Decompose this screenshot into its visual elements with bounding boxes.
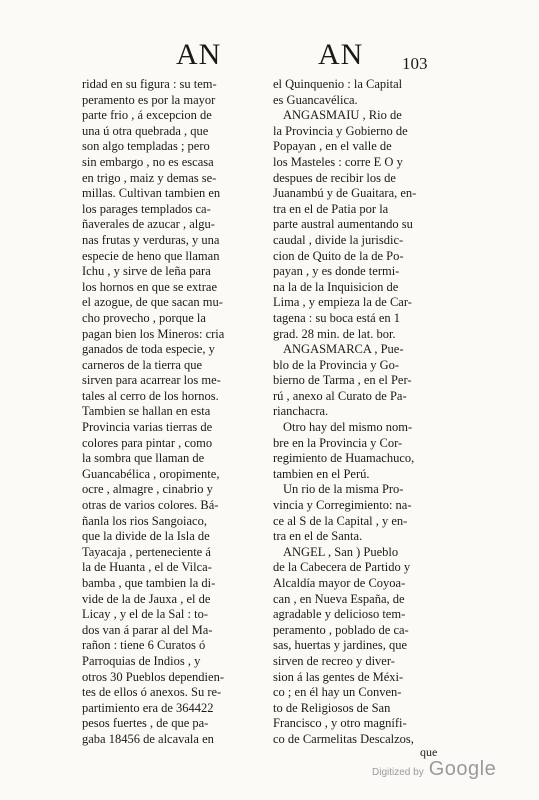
text-line: Ichu , y sirve de leña para bbox=[82, 264, 211, 279]
text-line: Parroquias de Indios , y bbox=[82, 653, 201, 668]
text-line: Tayacaja , perteneciente á bbox=[82, 544, 211, 559]
text-line: tra en el de Santa. bbox=[273, 529, 363, 544]
text-line: payan , y es donde termi- bbox=[273, 264, 400, 279]
text-line: vincia y Corregimiento: na- bbox=[273, 498, 412, 513]
text-line: gaba 18456 de alcavala en bbox=[82, 731, 214, 746]
text-line: la sombra que llaman de bbox=[82, 451, 205, 466]
text-line: agradable y delicioso tem- bbox=[273, 607, 406, 622]
digitized-by-label: Digitized by bbox=[372, 767, 424, 778]
text-line: tales al cerro de los hornos. bbox=[82, 388, 219, 403]
text-line: Alcaldía mayor de Coyoa- bbox=[273, 576, 406, 590]
text-line: ce al S de la Capital , y en- bbox=[273, 513, 408, 528]
text-line: es Guancavélica. bbox=[273, 92, 358, 107]
text-line: ganados de toda especie, y bbox=[82, 342, 215, 357]
text-line: Otro hay del mismo nom- bbox=[283, 420, 413, 435]
text-line: el Quinquenio : la Capital bbox=[273, 77, 403, 91]
text-line: la de Huanta , el de Vilca- bbox=[82, 560, 212, 575]
google-logo-text: Google bbox=[428, 758, 497, 780]
text-line: can , en Nueva España, de bbox=[273, 591, 405, 606]
text-line: despues de recibir los de bbox=[273, 170, 396, 185]
text-line: blo de la Provincia y Go- bbox=[273, 357, 400, 372]
text-line: ocre , almagre , cinabrio y bbox=[82, 482, 213, 497]
text-line: co de Carmelitas Descalzos, bbox=[273, 731, 414, 746]
text-line: pesos fuertes , de que pa- bbox=[82, 716, 209, 731]
text-line: Guancabélica , oropimente, bbox=[82, 466, 220, 481]
text-line: na la de la Inquisicion de bbox=[273, 279, 399, 294]
text-line: Un rio de la misma Pro- bbox=[283, 482, 404, 497]
text-line: Tambien se hallan en esta bbox=[82, 404, 211, 419]
text-line: bierno de Tarma , en el Per- bbox=[273, 373, 412, 388]
text-line: bre en la Provincia y Cor- bbox=[273, 435, 403, 450]
text-line: son algo templadas ; pero bbox=[82, 139, 210, 154]
text-line: sas, huertas y jardines, que bbox=[273, 638, 407, 653]
text-line: carneros de la tierra que bbox=[82, 357, 203, 372]
text-line: sirven de recreo y diver- bbox=[273, 653, 395, 668]
text-line: peramento es por la mayor bbox=[82, 92, 216, 107]
running-head-left: AN bbox=[176, 38, 222, 71]
catchword: que bbox=[420, 745, 438, 759]
text-line: tambien en el Perú. bbox=[273, 466, 370, 481]
running-head-right: AN bbox=[318, 38, 364, 71]
page-number: 103 bbox=[402, 54, 428, 73]
text-line: que la divide de la Isla de bbox=[82, 529, 210, 544]
text-line: pagan bien los Mineros: cria bbox=[82, 326, 225, 341]
text-line: ridad en su figura : su tem- bbox=[82, 77, 217, 91]
text-line: sion á las gentes de Méxi- bbox=[273, 669, 404, 684]
text-line: los hornos en que se extrae bbox=[82, 279, 218, 294]
text-line: Lima , y empieza la de Car- bbox=[273, 295, 412, 310]
text-line: millas. Cultivan tambien en bbox=[82, 186, 221, 201]
text-line: especie de heno que llaman bbox=[82, 248, 220, 263]
text-line: vide de la de Jauxa , el de bbox=[82, 591, 211, 606]
text-line: peramento , poblado de ca- bbox=[273, 622, 409, 637]
text-line: en trigo , maiz y demas se- bbox=[82, 170, 217, 185]
text-line: ANGASMAIU , Rio de bbox=[283, 108, 402, 123]
text-line: de la Cabecera de Partido y bbox=[273, 560, 411, 575]
text-line: grad. 28 min. de lat. bor. bbox=[273, 326, 396, 341]
left-text-column bbox=[82, 77, 266, 748]
text-line: bamba , que tambien la di- bbox=[82, 576, 216, 590]
text-line: ñanla los rios Sangoiaco, bbox=[82, 513, 207, 528]
text-line: Licay , y el de la Sal : to- bbox=[82, 607, 209, 622]
text-line: colores para pintar , como bbox=[82, 435, 213, 450]
text-line: co ; en él hay un Conven- bbox=[273, 685, 402, 700]
right-text-column bbox=[273, 77, 447, 748]
text-line: to de Religiosos de San bbox=[273, 700, 391, 715]
text-line: tra en el de Patia por la bbox=[273, 201, 389, 216]
text-line: cho provecho , porque la bbox=[82, 310, 206, 325]
text-line: ANGEL , San ) Pueblo bbox=[283, 544, 399, 559]
digitized-watermark bbox=[372, 758, 496, 781]
text-line: sin embargo , no es escasa bbox=[82, 154, 214, 169]
text-line: los parages templados ca- bbox=[82, 201, 211, 216]
text-line: dos van á parar al del Ma- bbox=[82, 622, 213, 637]
text-line: la Provincia y Gobierno de bbox=[273, 123, 408, 138]
text-line: Provincia varias tierras de bbox=[82, 420, 213, 435]
text-line: Popayan , en el valle de bbox=[273, 139, 392, 154]
text-line: el azogue, de que sacan mu- bbox=[82, 295, 223, 310]
text-line: cion de Quito de la de Po- bbox=[273, 248, 404, 263]
text-line: nas frutas y verduras, y una bbox=[82, 232, 220, 247]
text-line: caudal , divide la jurisdic- bbox=[273, 232, 404, 247]
text-line: ANGASMARCA , Pue- bbox=[283, 342, 404, 357]
text-line: sirven para acarrear los me- bbox=[82, 373, 221, 388]
text-line: rú , anexo al Curato de Pa- bbox=[273, 388, 407, 403]
text-line: tagena : su boca está en 1 bbox=[273, 310, 401, 325]
text-line: rianchacra. bbox=[273, 404, 329, 419]
text-line: ñaverales de azucar , algu- bbox=[82, 217, 215, 232]
text-line: una ú otra quebrada , que bbox=[82, 123, 209, 138]
text-line: partimiento era de 364422 bbox=[82, 700, 214, 715]
text-line: tes de ellos ó anexos. Su re- bbox=[82, 685, 222, 700]
text-line: regimiento de Huamachuco, bbox=[273, 451, 415, 466]
text-line: Francisco , y otro magnífi- bbox=[273, 716, 407, 731]
text-line: otras de varios colores. Bá- bbox=[82, 498, 219, 513]
text-line: rañon : tiene 6 Curatos ó bbox=[82, 638, 206, 653]
text-line: parte austral aumentando su bbox=[273, 217, 413, 232]
text-line: otros 30 Pueblos dependien- bbox=[82, 669, 224, 684]
text-line: los Masteles : corre E O y bbox=[273, 154, 403, 169]
text-line: parte frio , á excepcion de bbox=[82, 108, 212, 123]
text-line: Juanambú y de Guaitara, en- bbox=[273, 186, 417, 201]
